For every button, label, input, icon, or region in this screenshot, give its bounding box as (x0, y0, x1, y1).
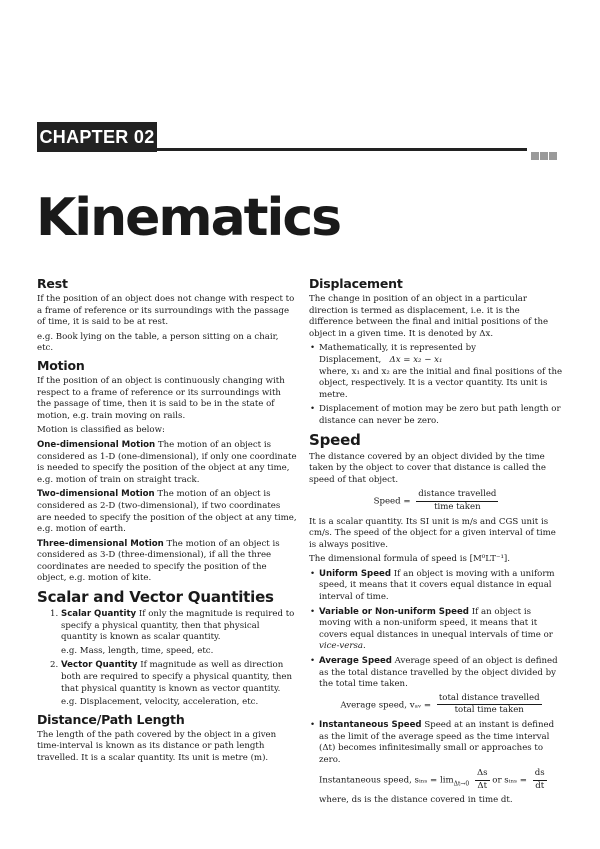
list-item (309, 720, 563, 806)
variable-speed-term: Variable or Non-uniform Speed (319, 606, 469, 617)
instantaneous-label: Instantaneous speed, sᵢₙₛ = lim (319, 775, 454, 786)
speed-heading: Speed (309, 430, 361, 449)
limit-subscript: Δt→0 (453, 780, 470, 788)
decor-square (540, 152, 548, 160)
one-dimensional-term: One-dimensional Motion (37, 439, 156, 450)
chapter-decor-squares (531, 145, 558, 164)
list-item (309, 404, 563, 427)
displacement-where: where, x₁ and x₂ are the initial and final positions of the object, respectively. It is a vector quantity. Its unit is metre. (319, 366, 563, 400)
list-number: 2. (50, 660, 59, 671)
average-speed-term: Average Speed (319, 656, 392, 667)
page-title: Kinematics (36, 188, 341, 248)
bullet-icon: • (310, 568, 316, 579)
instantaneous-fraction-1 (475, 768, 490, 792)
fraction-numerator: Δs (475, 768, 490, 781)
displacement-body: The change in position of an object in a particular direction is termed as displacement, i.e. it is the difference between the final and initial positions of the object in a given time. It is denoted by Δx. (309, 294, 549, 339)
uniform-speed-term: Uniform Speed (319, 568, 392, 579)
bullet-icon: • (310, 343, 316, 354)
vice-versa-text: vice-versa. (319, 641, 366, 652)
fraction-denominator: dt (535, 780, 545, 791)
speed-dimension: The dimensional formula of speed is [M⁰LT⁻¹]. (309, 554, 511, 565)
distance-heading: Distance/Path Length (37, 711, 185, 727)
instantaneous-speed-body: Speed at an instant is defined as the limit of the average speed as the time interval (Δt) becomes infinitesimally small or approaches to zero. (319, 720, 555, 765)
two-dimensional-body: The motion of an object is considered as 2-D (two-dimensional), if two coordinates are needed to specify the position of the object at any time, e.g. motion of earth. (37, 489, 297, 535)
instantaneous-or: or sᵢₙₛ = (492, 775, 527, 786)
fraction-numerator: total distance travelled (437, 693, 542, 706)
three-dimensional-term: Three-dimensional Motion (37, 538, 164, 549)
three-dimensional-motion (37, 539, 297, 585)
motion-heading: Motion (37, 357, 85, 373)
rest-heading: Rest (37, 276, 68, 291)
fraction-denominator: time taken (434, 501, 481, 512)
displacement-eq: Δx = x₂ − x₁ (389, 354, 443, 365)
motion-body: If the position of an object is continuously changing with respect to a frame of reference or its surroundings with the passage of time, then it is said to be in the state of motion, e.g. train moving on rails. (37, 375, 285, 421)
list-number: 1. (50, 609, 59, 620)
vector-quantity-example: e.g. Displacement, velocity, acceleration, etc. (61, 697, 259, 708)
variable-speed-body: If an object is moving with a non-uniform speed, it means that it covers equal distances in unequal intervals of time or (319, 606, 553, 640)
displacement-zero-note: Displacement of motion may be zero but path length or distance can never be zero. (319, 404, 561, 426)
scalar-quantity-body: If only the magnitude is required to specify a physical quantity, then that physical quantity is known as scalar quantity. (61, 609, 295, 643)
rest-example: e.g. Book lying on the table, a person sitting on a chair, etc. (37, 331, 279, 354)
displacement-eq-label: Displacement, (319, 354, 382, 365)
speed-bullets (309, 569, 563, 806)
instantaneous-fraction-2 (533, 768, 547, 792)
decor-square (549, 152, 557, 160)
scalar-quantity-example: e.g. Mass, length, time, speed, etc. (61, 645, 214, 656)
instantaneous-where: where, ds is the distance covered in time dt. (319, 794, 513, 805)
list-item (309, 656, 563, 717)
average-speed-fraction (437, 693, 542, 717)
instantaneous-speed-formula (319, 768, 563, 792)
chapter-rule (157, 148, 527, 151)
fraction-numerator: ds (533, 768, 547, 781)
list-item (37, 609, 297, 657)
bullet-icon: • (310, 404, 316, 415)
decor-square (531, 152, 539, 160)
speed-body: The distance covered by an object divided by the time taken by the object to cover that distance is called the speed of that object. (309, 451, 546, 485)
bullet-icon: • (310, 656, 316, 667)
distance-body: The length of the path covered by the object in a given time-interval is known as its distance or path length travelled. It is a scalar quantity. Its unit is metre (m). (37, 729, 277, 763)
average-speed-formula (319, 693, 563, 717)
scalar-vector-heading: Scalar and Vector Quantities (37, 588, 274, 607)
one-dimensional-body: The motion of an object is considered as 1-D (one-dimensional), if only one coordinate is needed to specify the position of the object at any time, e.g. motion of train on straight track. (37, 439, 297, 485)
speed-fraction (416, 489, 498, 513)
left-column (37, 276, 297, 768)
chapter-label: CHAPTER 02 (37, 122, 157, 152)
fraction-denominator: total time taken (454, 705, 524, 716)
fraction-numerator: distance travelled (416, 489, 498, 502)
bullet-icon: • (310, 606, 316, 617)
scalar-vector-list (37, 609, 297, 709)
uniform-speed-body: If an object is moving with a uniform speed, it means that it covers equal distance in equal interval of time. (319, 568, 555, 603)
displacement-heading: Displacement (309, 276, 403, 291)
speed-formula (309, 489, 563, 513)
right-column (309, 276, 563, 809)
two-dimensional-term: Two-dimensional Motion (37, 489, 155, 500)
average-speed-label: Average speed, vₐᵥ = (340, 700, 432, 711)
rest-body: If the position of an object does not change with respect to a frame of reference or its surroundings with the passage of time, it is said to be at rest. (37, 294, 295, 328)
speed-unit: It is a scalar quantity. Its SI unit is m/s and CGS unit is cm/s. The speed of the object for a given interval of time is always positive. (309, 516, 556, 550)
list-item (309, 569, 563, 604)
displacement-math-line: Mathematically, it is represented by (319, 343, 476, 354)
motion-classified: Motion is classified as below: (37, 425, 165, 436)
speed-formula-label: Speed = (373, 496, 411, 507)
average-speed-body: Average speed of an object is defined as the total distance travelled by the object divided by the total time taken. (319, 656, 558, 690)
vector-quantity-body: If magnitude as well as direction both are required to specify a physical quantity, then that physical quantity is known as vector quantity. (61, 660, 292, 694)
one-dimensional-motion (37, 440, 297, 486)
list-item (309, 343, 563, 401)
two-dimensional-motion (37, 489, 297, 535)
list-item (309, 607, 563, 653)
list-item (37, 660, 297, 708)
vector-quantity-term: Vector Quantity (61, 660, 138, 671)
fraction-denominator: Δt (477, 780, 488, 791)
three-dimensional-body: The motion of an object is considered as 3-D (three-dimensional), if all the three coordinates are needed to specify the position of the object, e.g. motion of kite. (37, 538, 280, 584)
displacement-bullets (309, 343, 563, 427)
instantaneous-speed-term: Instantaneous Speed (319, 720, 422, 730)
scalar-quantity-term: Scalar Quantity (61, 609, 137, 620)
displacement-equation (319, 355, 563, 367)
bullet-icon: • (310, 720, 316, 730)
